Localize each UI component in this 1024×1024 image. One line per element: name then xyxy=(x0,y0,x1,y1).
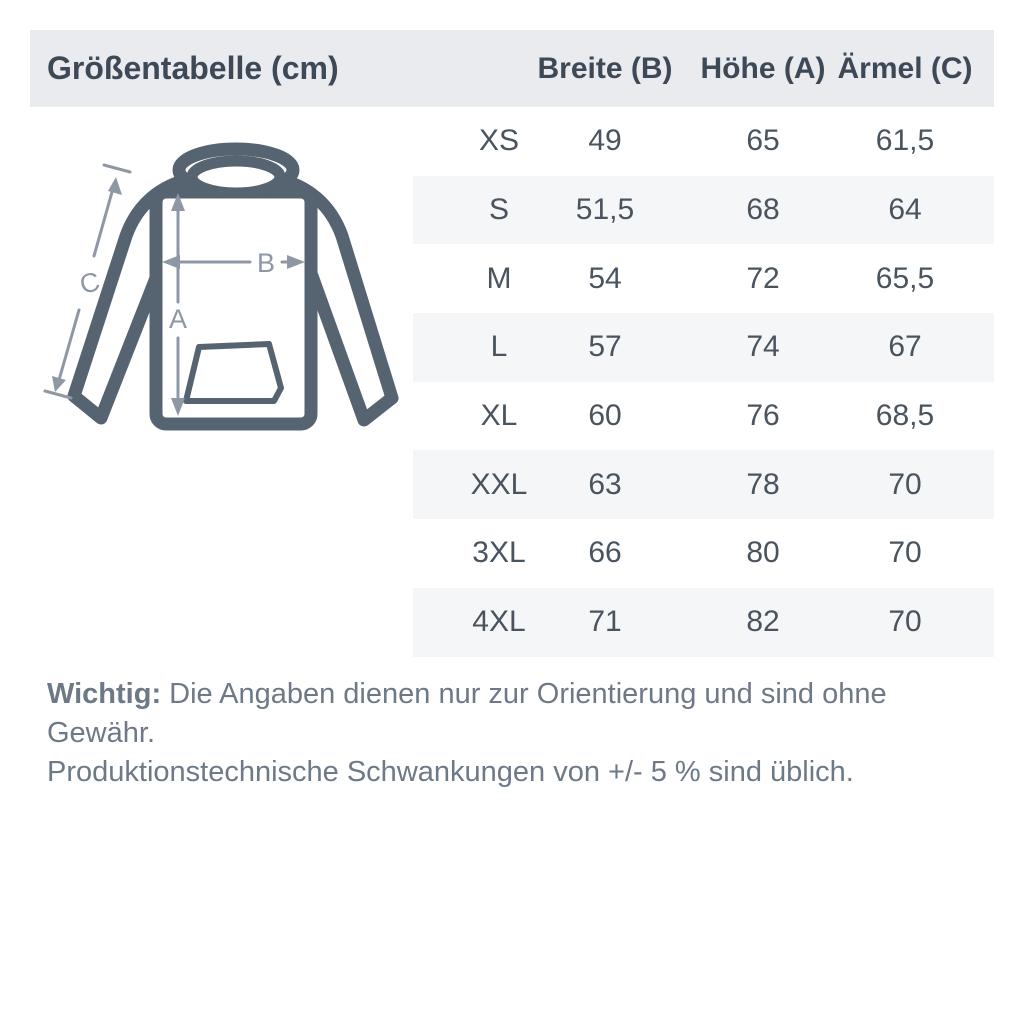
measure-label-a: A xyxy=(168,304,188,334)
hoehe-cell: 74 xyxy=(746,330,780,364)
hoehe-cell: 68 xyxy=(746,193,780,227)
size-cell: M xyxy=(486,261,512,295)
column-header-hoehe: Höhe (A) xyxy=(700,52,826,85)
aermel-cell: 70 xyxy=(888,605,922,639)
hoodie-diagram xyxy=(30,125,420,455)
breite-cell: 71 xyxy=(588,605,622,639)
column-header-aermel: Ärmel (C) xyxy=(837,52,973,85)
aermel-cell: 70 xyxy=(888,536,922,570)
table-row xyxy=(30,450,994,519)
measure-c-tick-bottom xyxy=(45,391,71,398)
breite-cell: 51,5 xyxy=(575,193,635,227)
size-cell: 4XL xyxy=(472,605,526,639)
measure-c-line xyxy=(94,192,112,256)
breite-cell: 49 xyxy=(588,124,622,158)
note-text xyxy=(47,675,977,792)
table-row xyxy=(30,588,994,657)
hoodie-pocket xyxy=(186,344,281,401)
aermel-cell: 68,5 xyxy=(875,399,935,433)
page-title: Größentabelle (cm) xyxy=(47,50,339,86)
aermel-cell: 70 xyxy=(888,467,922,501)
measure-label-b: B xyxy=(256,248,276,278)
note-line-2: Produktionstechnische Schwankungen von +/- 5 % sind üblich. xyxy=(47,756,854,788)
size-cell: 3XL xyxy=(472,536,526,570)
table-row xyxy=(30,519,994,588)
breite-cell: 60 xyxy=(588,399,622,433)
column-header-breite: Breite (B) xyxy=(537,52,673,85)
measure-label-c: C xyxy=(76,266,103,300)
measure-c-arrowhead-top xyxy=(108,177,122,195)
aermel-cell: 64 xyxy=(888,193,922,227)
size-cell: S xyxy=(488,193,510,227)
aermel-cell: 67 xyxy=(888,330,922,364)
breite-cell: 63 xyxy=(588,467,622,501)
table-header-band xyxy=(30,30,994,107)
hoodie-hood-inner xyxy=(192,161,280,193)
note-line-1: Wichtig: Die Angaben dienen nur zur Orientierung und sind ohne Gewähr. xyxy=(47,678,887,749)
size-cell: L xyxy=(490,330,508,364)
size-cell: XXL xyxy=(470,467,528,501)
breite-cell: 57 xyxy=(588,330,622,364)
size-cell: XL xyxy=(480,399,518,433)
hoehe-cell: 78 xyxy=(746,467,780,501)
measure-c-arrowhead-bottom xyxy=(52,376,66,392)
note-lead: Wichtig: xyxy=(47,678,162,710)
breite-cell: 54 xyxy=(588,261,622,295)
breite-cell: 66 xyxy=(588,536,622,570)
size-chart-sheet xyxy=(30,30,994,994)
hoehe-cell: 72 xyxy=(746,261,780,295)
hoehe-cell: 80 xyxy=(746,536,780,570)
aermel-cell: 65,5 xyxy=(875,261,935,295)
hoehe-cell: 76 xyxy=(746,399,780,433)
hoehe-cell: 82 xyxy=(746,605,780,639)
aermel-cell: 61,5 xyxy=(875,124,935,158)
size-cell: XS xyxy=(478,124,520,158)
measure-c-tick-top xyxy=(104,165,130,172)
hoehe-cell: 65 xyxy=(746,124,780,158)
